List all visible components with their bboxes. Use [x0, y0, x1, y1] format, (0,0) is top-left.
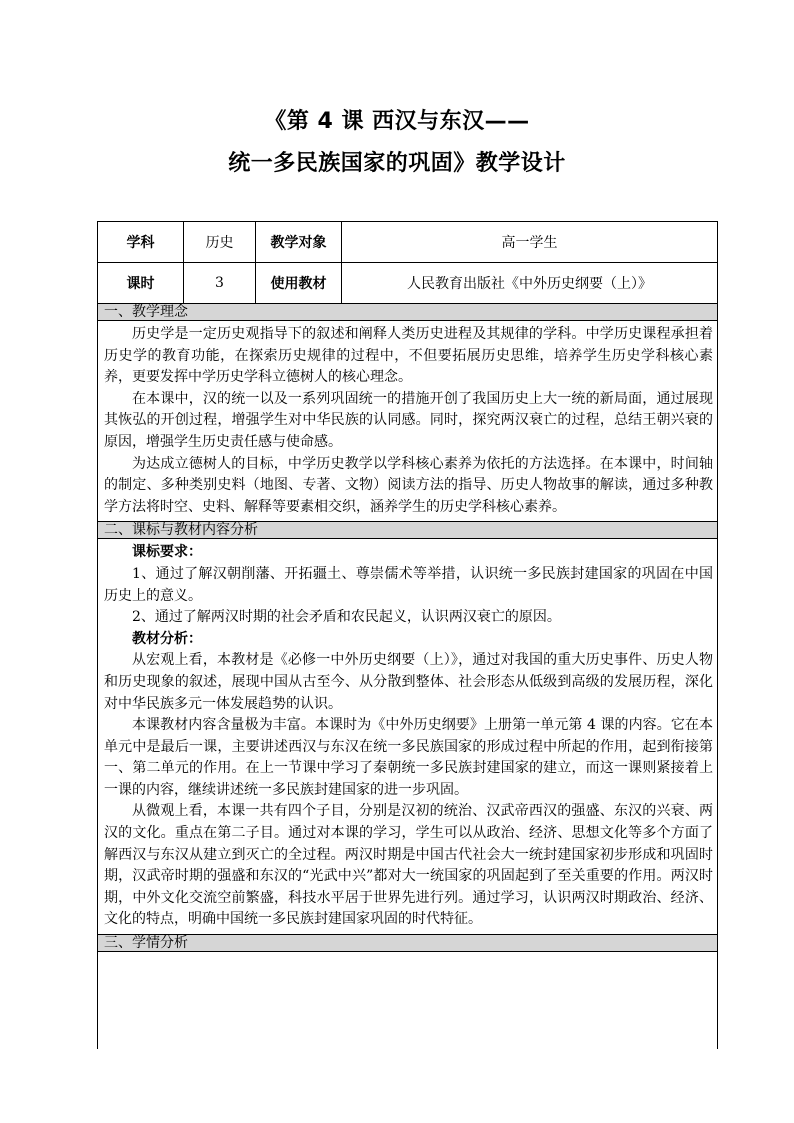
lesson-plan-table: [97, 221, 718, 1049]
section-3-header: [98, 935, 718, 952]
section-3-body: [98, 952, 718, 1050]
document-title-line2: 统一多民族国家的巩固》教学设计: [228, 151, 566, 176]
document-title-line1: 《第 4 课 西汉与东汉——: [264, 109, 530, 134]
section-1-header: [98, 304, 718, 321]
audience-label: 教学对象: [256, 222, 342, 263]
paragraph: 为达成立德树人的目标，中学历史教学以学科核心素养为依托的方法选择。在本课中，时间轴的制定、多种类别史料（地图、专著、文物）阅读方法的指导、历史人物故事的解读，通过多种教学方法将时空、史料、解释等要素相交织，涵养学生的历史学科核心素养。: [104, 455, 713, 515]
section-2-header: [98, 522, 718, 539]
period-label: 课时: [98, 263, 184, 304]
period-value: 3: [184, 263, 256, 304]
paragraph: 从微观上看，本课一共有四个子目，分别是汉初的统治、汉武帝西汉的强盛、东汉的兴衰、两汉的文化。重点在第二子目。通过对本课的学习，学生可以从政治、经济、思想文化等多个方面了解西汉与东汉从建立到灭亡的全过程。两汉时期是中国古代社会大一统封建国家初步形成和巩固时期，汉武帝时期的强盛和东汉的“光武中兴”都对大一统国家的巩固起到了至关重要的作用。两汉时期，中外文化交流空前繁盛，科技水平居于世界先进行列。通过学习，认识两汉时期政治、经济、文化的特点，明确中国统一多民族封建国家巩固的时代特征。: [104, 803, 713, 928]
subheading: 课标要求：: [132, 544, 202, 561]
paragraph: 在本课中，汉的统一以及一系列巩固统一的措施开创了我国历史上大一统的新局面，通过展现其恢弘的开创过程，增强学生对中华民族的认同感。同时，探究两汉衰亡的过程，总结王朝兴衰的原因，增强学生历史责任感与使命感。: [104, 390, 713, 450]
section-2-body: [98, 539, 718, 935]
textbook-value: 人民教育出版社《中外历史纲要（上）》: [342, 263, 718, 304]
subject-label: 学科: [98, 222, 184, 263]
audience-value: 高一学生: [342, 222, 718, 263]
subject-value: 历史: [184, 222, 256, 263]
section-heading: 二、课标与教材内容分析: [98, 522, 718, 539]
section-heading: 三、学情分析: [98, 935, 718, 952]
paragraph: 2、通过了解两汉时期的社会矛盾和农民起义，认识两汉衰亡的原因。: [132, 609, 561, 626]
section-heading: 一、教学理念: [98, 304, 718, 321]
header-row-period: [98, 263, 718, 304]
paragraph: 1、通过了解汉朝削藩、开拓疆土、尊崇儒术等举措，认识统一多民族封建国家的巩固在中国历史上的意义。: [104, 565, 713, 604]
textbook-label: 使用教材: [256, 263, 342, 304]
subheading: 教材分析：: [132, 630, 202, 647]
paragraph: 本课教材内容含量极为丰富。本课时为《中外历史纲要》上册第一单元第 4 课的内容。它在本单元中是最后一课，主要讲述西汉与东汉在统一多民族国家的形成过程中所起的作用，起到衔接第一、第二单元的作用。在上一节课中学习了秦朝统一多民族封建国家的建立，而这一课则紧接着上一课的内容，继续讲述统一多民族封建国家的进一步巩固。: [104, 717, 713, 798]
paragraph: 从宏观上看，本教材是《必修一中外历史纲要（上）》，通过对我国的重大历史事件、历史人物和历史现象的叙述，展现中国从古至今、从分散到整体、社会形态从低级到高级的发展历程，深化对中华民族多元一体发展趋势的认识。: [104, 652, 713, 712]
paragraph: 历史学是一定历史观指导下的叙述和阐释人类历史进程及其规律的学科。中学历史课程承担着历史学的教育功能，在探索历史规律的过程中，不但要拓展历史思维，培养学生历史学科核心素养，更要发挥中学历史学科立德树人的核心理念。: [104, 326, 713, 386]
header-row-subject: [98, 222, 718, 263]
section-1-body: [98, 321, 718, 522]
